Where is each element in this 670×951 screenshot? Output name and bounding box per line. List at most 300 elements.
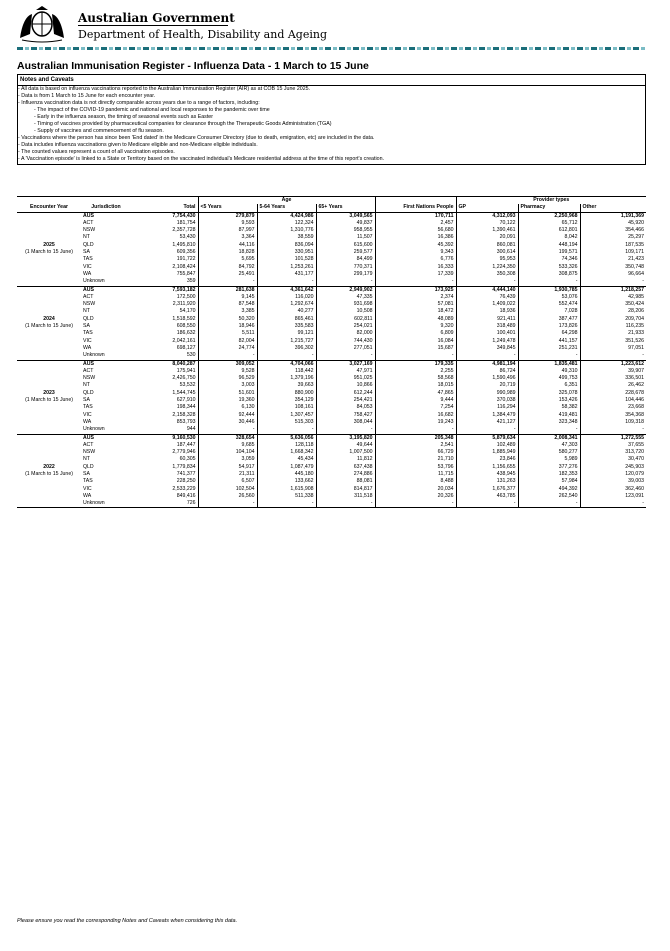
group-header-row [17, 197, 646, 205]
value-cell-under-5: 102,504 [198, 486, 257, 493]
value-cell-gp: - [456, 426, 518, 434]
notes-box [17, 74, 646, 165]
jurisdiction-cell: SA [83, 323, 90, 330]
jurisdiction-cell: NSW [83, 301, 96, 308]
note-item: - The impact of the COVID-19 pandemic and national and local responses to the pandemic over time [34, 107, 270, 114]
value-cell-gp: 116,294 [456, 404, 518, 411]
value-cell-65-plus: 1,007,500 [316, 449, 375, 456]
value-cell-65-plus: 11,812 [316, 456, 375, 463]
value-cell-5-64: 4,361,642 [257, 286, 316, 294]
value-cell-total: 741,377 [176, 470, 196, 477]
value-cell-under-5: 44,116 [198, 242, 257, 249]
value-cell-under-5: 51,601 [198, 390, 257, 397]
value-cell-65-plus: 82,000 [316, 330, 375, 337]
value-cell-under-5: 309,052 [198, 360, 257, 368]
value-cell-5-64: 128,118 [257, 442, 316, 449]
table-row [17, 227, 646, 234]
table-row [17, 471, 646, 478]
value-cell-pharmacy: 2,250,968 [518, 212, 580, 220]
encounter-year-cell [17, 212, 81, 286]
table-row [17, 486, 646, 493]
value-cell-under-5: 18,828 [198, 249, 257, 256]
value-cell-other: 26,462 [580, 382, 646, 389]
value-cell-first-nations: 56,680 [375, 227, 456, 234]
value-cell-pharmacy: 448,194 [518, 242, 580, 249]
value-cell-first-nations: 48,089 [375, 316, 456, 323]
value-cell-total: 2,158,328 [172, 411, 196, 418]
table-row [17, 500, 646, 508]
value-cell-first-nations: 15,687 [375, 345, 456, 352]
value-cell-65-plus: 88,081 [316, 478, 375, 485]
jurisdiction-cell: SA [83, 470, 90, 477]
table-row [17, 456, 646, 463]
table-row [17, 249, 646, 256]
value-cell-65-plus: 931,698 [316, 301, 375, 308]
value-cell-pharmacy: 6,351 [518, 382, 580, 389]
table-row [17, 271, 646, 278]
table-row [17, 449, 646, 456]
table-row [17, 442, 646, 449]
value-cell-under-5: 50,320 [198, 316, 257, 323]
value-cell-pharmacy: 580,277 [518, 449, 580, 456]
value-cell-other: 37,655 [580, 442, 646, 449]
value-cell-pharmacy: 182,353 [518, 471, 580, 478]
jurisdiction-cell: TAS [83, 330, 93, 337]
value-cell-other: - [580, 426, 646, 434]
value-cell-under-5: 87,548 [198, 301, 257, 308]
value-cell-65-plus: 770,371 [316, 264, 375, 271]
table-row [17, 234, 646, 241]
value-cell-65-plus: 744,430 [316, 338, 375, 345]
value-cell-other: 1,191,369 [580, 212, 646, 220]
value-cell-65-plus: 49,644 [316, 442, 375, 449]
value-cell-65-plus: 274,886 [316, 471, 375, 478]
value-cell-gp: 1,676,377 [456, 486, 518, 493]
value-cell-5-64: 5,636,056 [257, 434, 316, 442]
table-row [17, 345, 646, 352]
value-cell-under-5: 92,444 [198, 412, 257, 419]
value-cell-5-64: 122,324 [257, 220, 316, 227]
value-cell-65-plus: 637,438 [316, 464, 375, 471]
value-cell-other: 1,218,257 [580, 286, 646, 294]
value-cell-total: 1,495,810 [172, 241, 196, 248]
jurisdiction-cell: QLD [83, 315, 94, 322]
value-cell-gp: 4,312,093 [456, 212, 518, 220]
value-cell-total: 2,042,161 [172, 337, 196, 344]
value-cell-65-plus: - [316, 352, 375, 360]
table-row [17, 360, 646, 368]
value-cell-other: 39,003 [580, 478, 646, 485]
jurisdiction-cell: ACT [83, 441, 94, 448]
value-cell-first-nations: 20,034 [375, 486, 456, 493]
value-cell-total: 530 [186, 352, 196, 359]
value-cell-5-64: - [257, 352, 316, 360]
value-cell-5-64: 4,704,066 [257, 360, 316, 368]
value-cell-first-nations: 7,254 [375, 404, 456, 411]
value-cell-gp: - [456, 278, 518, 286]
value-cell-pharmacy: 49,310 [518, 368, 580, 375]
value-cell-65-plus: 3,195,820 [316, 434, 375, 442]
value-cell-first-nations: 18,472 [375, 308, 456, 315]
value-cell-total: 9,160,530 [172, 434, 196, 441]
value-cell-5-64: - [257, 278, 316, 286]
value-cell-5-64: 335,583 [257, 323, 316, 330]
value-cell-65-plus: 3,027,169 [316, 360, 375, 368]
value-cell-first-nations: 16,386 [375, 234, 456, 241]
value-cell-pharmacy: 8,042 [518, 234, 580, 241]
value-cell-other: - [580, 500, 646, 508]
value-cell-pharmacy: 1,930,785 [518, 286, 580, 294]
value-cell-65-plus: 308,044 [316, 419, 375, 426]
value-cell-5-64: 1,379,196 [257, 375, 316, 382]
value-cell-total: 2,108,424 [172, 263, 196, 270]
value-cell-total: 7,754,430 [172, 212, 196, 219]
provider-group-header: Provider types [456, 197, 646, 205]
jurisdiction-cell: Unknown [83, 352, 105, 359]
value-cell-gp: 70,122 [456, 220, 518, 227]
value-cell-65-plus: 2,949,902 [316, 286, 375, 294]
coat-of-arms-icon [12, 4, 72, 44]
value-cell-total: 698,127 [176, 344, 196, 351]
table-row [17, 390, 646, 397]
value-cell-pharmacy: 377,276 [518, 464, 580, 471]
value-cell-under-5: 281,638 [198, 286, 257, 294]
value-cell-total: 198,344 [176, 404, 196, 411]
table-body [17, 212, 646, 508]
table-row [17, 308, 646, 315]
value-cell-5-64: 1,292,674 [257, 301, 316, 308]
value-cell-5-64: 354,129 [257, 397, 316, 404]
year-range-label: (1 March to 15 June) [25, 249, 73, 256]
value-cell-other: - [580, 278, 646, 286]
value-cell-other: 362,460 [580, 486, 646, 493]
value-cell-first-nations: 9,320 [375, 323, 456, 330]
table-row [17, 434, 646, 442]
value-cell-under-5: 279,879 [198, 212, 257, 220]
jurisdiction-cell: VIC [83, 337, 92, 344]
jurisdiction-cell: NT [83, 234, 90, 241]
value-cell-under-5: 3,385 [198, 308, 257, 315]
value-cell-total: 228,250 [176, 478, 196, 485]
value-cell-5-64: 1,668,342 [257, 449, 316, 456]
jurisdiction-cell: VIC [83, 263, 92, 270]
value-cell-first-nations: 45,392 [375, 242, 456, 249]
value-cell-gp: 95,953 [456, 256, 518, 263]
footer-note: Please ensure you read the corresponding Notes and Caveats when considering this data. [17, 918, 238, 924]
value-cell-other: 39,907 [580, 368, 646, 375]
value-cell-under-5: 6,130 [198, 404, 257, 411]
value-cell-first-nations: 66,729 [375, 449, 456, 456]
value-cell-5-64: 445,180 [257, 471, 316, 478]
value-cell-first-nations: - [375, 352, 456, 360]
value-cell-total: 7,593,182 [172, 286, 196, 293]
value-cell-gp: 4,444,140 [456, 286, 518, 294]
jurisdiction-cell: WA [83, 270, 92, 277]
jurisdiction-cell: ACT [83, 293, 94, 300]
value-cell-5-64: 1,215,727 [257, 338, 316, 345]
table-row [17, 301, 646, 308]
value-cell-gp: 349,845 [456, 345, 518, 352]
value-cell-gp: 1,390,461 [456, 227, 518, 234]
value-cell-pharmacy: - [518, 426, 580, 434]
value-cell-under-5: 21,311 [198, 471, 257, 478]
value-cell-under-5: 26,560 [198, 493, 257, 500]
value-cell-first-nations: 170,711 [375, 212, 456, 220]
value-cell-first-nations: 20,326 [375, 493, 456, 500]
value-cell-first-nations: 2,374 [375, 294, 456, 301]
value-cell-gp: 1,885,949 [456, 449, 518, 456]
table-row [17, 323, 646, 330]
data-table [17, 196, 646, 508]
value-cell-pharmacy: 387,477 [518, 316, 580, 323]
jurisdiction-cell: VIC [83, 485, 92, 492]
value-cell-total: 60,305 [179, 456, 196, 463]
value-cell-pharmacy: 53,076 [518, 294, 580, 301]
value-cell-pharmacy: 262,540 [518, 493, 580, 500]
value-cell-pharmacy: 533,326 [518, 264, 580, 271]
value-cell-65-plus: 951,025 [316, 375, 375, 382]
value-cell-gp: 921,411 [456, 316, 518, 323]
table-row [17, 493, 646, 500]
value-cell-pharmacy: - [518, 352, 580, 360]
value-cell-total: 2,311,920 [172, 301, 196, 308]
value-cell-first-nations: 58,568 [375, 375, 456, 382]
value-cell-5-64: 1,307,457 [257, 412, 316, 419]
table-row [17, 286, 646, 294]
value-cell-under-5: 6,507 [198, 478, 257, 485]
note-item: - Vaccinations where the person has since been 'End dated' in the Medicare Consumer Directory (due to death, emigration, etc) are included in the data. [18, 135, 375, 142]
value-cell-gp: 20,091 [456, 234, 518, 241]
value-cell-65-plus: 814,817 [316, 486, 375, 493]
value-cell-under-5: 82,004 [198, 338, 257, 345]
jurisdiction-cell: ACT [83, 367, 94, 374]
year-label: 2022 [43, 463, 55, 470]
value-cell-other: 21,933 [580, 330, 646, 337]
value-cell-pharmacy: 499,753 [518, 375, 580, 382]
value-cell-65-plus: 612,244 [316, 390, 375, 397]
table-row [17, 294, 646, 301]
value-cell-pharmacy: 7,028 [518, 308, 580, 315]
column-header-row [17, 204, 646, 212]
value-cell-first-nations: 205,348 [375, 434, 456, 442]
value-cell-other: 25,297 [580, 234, 646, 241]
value-cell-total: 53,532 [179, 382, 196, 389]
value-cell-5-64: 865,461 [257, 316, 316, 323]
table-row [17, 382, 646, 389]
value-cell-other: 354,466 [580, 227, 646, 234]
value-cell-65-plus: 254,421 [316, 397, 375, 404]
value-cell-pharmacy: 5,989 [518, 456, 580, 463]
value-cell-65-plus: 47,335 [316, 294, 375, 301]
value-cell-65-plus: 311,518 [316, 493, 375, 500]
value-cell-other: 30,470 [580, 456, 646, 463]
value-cell-5-64: 836,094 [257, 242, 316, 249]
value-cell-total: 175,941 [176, 367, 196, 374]
value-cell-pharmacy: - [518, 500, 580, 508]
value-cell-gp: 860,081 [456, 242, 518, 249]
value-cell-total: 1,518,592 [172, 315, 196, 322]
value-cell-pharmacy: 65,712 [518, 220, 580, 227]
value-cell-pharmacy: 74,346 [518, 256, 580, 263]
jurisdiction-cell: NSW [83, 449, 96, 456]
value-cell-first-nations: 2,457 [375, 220, 456, 227]
value-cell-65-plus: - [316, 500, 375, 508]
value-cell-total: 944 [186, 426, 196, 433]
value-cell-gp: 350,308 [456, 271, 518, 278]
value-cell-other: 97,051 [580, 345, 646, 352]
value-cell-other: 336,501 [580, 375, 646, 382]
value-cell-5-64: 116,020 [257, 294, 316, 301]
table-row [17, 464, 646, 471]
value-cell-under-5: 19,360 [198, 397, 257, 404]
table-row [17, 212, 646, 220]
value-cell-5-64: 40,277 [257, 308, 316, 315]
value-cell-first-nations: 173,925 [375, 286, 456, 294]
jurisdiction-cell: TAS [83, 404, 93, 411]
value-cell-gp: 20,719 [456, 382, 518, 389]
jurisdiction-cell: NT [83, 308, 90, 315]
year-label: 2023 [43, 389, 55, 396]
value-cell-first-nations: 21,710 [375, 456, 456, 463]
note-item: - A 'Vaccination episode' is linked to a State or Territory based on the vaccinated individual's Medicare residential address at the time of this report's creation. [18, 156, 384, 163]
jurisdiction-cell: QLD [83, 389, 94, 396]
value-cell-5-64: 1,253,261 [257, 264, 316, 271]
value-cell-first-nations: 16,333 [375, 264, 456, 271]
col-header-5-64: 5-64 Years [257, 204, 316, 212]
value-cell-under-5: 24,774 [198, 345, 257, 352]
value-cell-first-nations: 16,084 [375, 338, 456, 345]
value-cell-gp: 100,401 [456, 330, 518, 337]
jurisdiction-cell: WA [83, 344, 92, 351]
value-cell-first-nations: 2,541 [375, 442, 456, 449]
table-row [17, 397, 646, 404]
value-cell-5-64: 330,951 [257, 249, 316, 256]
year-label: 2024 [43, 315, 55, 322]
notes-heading: Notes and Caveats [18, 75, 645, 86]
value-cell-total: 608,550 [176, 323, 196, 330]
table-row [17, 220, 646, 227]
jurisdiction-cell: Unknown [83, 426, 105, 433]
encounter-year-cell [17, 434, 81, 508]
col-header-65-plus: 65+ Years [316, 204, 375, 212]
value-cell-5-64: 101,528 [257, 256, 316, 263]
value-cell-total: 172,500 [176, 293, 196, 300]
value-cell-under-5: - [198, 352, 257, 360]
value-cell-5-64: 39,663 [257, 382, 316, 389]
value-cell-pharmacy: 419,481 [518, 412, 580, 419]
jurisdiction-cell: Unknown [83, 500, 105, 507]
value-cell-gp: 300,614 [456, 249, 518, 256]
value-cell-other: 28,206 [580, 308, 646, 315]
value-cell-gp: 990,989 [456, 390, 518, 397]
value-cell-first-nations: 17,339 [375, 271, 456, 278]
table-row [17, 264, 646, 271]
year-label: 2025 [43, 241, 55, 248]
note-item: - Supply of vaccines and commencement of flu season. [34, 128, 164, 135]
value-cell-5-64: - [257, 426, 316, 434]
value-cell-first-nations: 16,682 [375, 412, 456, 419]
department-name: Department of Health, Disability and Ageing [78, 28, 328, 41]
value-cell-other: - [580, 352, 646, 360]
value-cell-under-5: 54,917 [198, 464, 257, 471]
jurisdiction-cell: SA [83, 397, 90, 404]
table-row [17, 330, 646, 337]
col-header-other: Other [580, 204, 646, 212]
value-cell-other: 21,423 [580, 256, 646, 263]
value-cell-first-nations: - [375, 426, 456, 434]
value-cell-first-nations: 18,015 [375, 382, 456, 389]
value-cell-other: 1,223,612 [580, 360, 646, 368]
value-cell-65-plus: 10,866 [316, 382, 375, 389]
value-cell-other: 42,985 [580, 294, 646, 301]
value-cell-other: 109,318 [580, 419, 646, 426]
value-cell-pharmacy: 173,826 [518, 323, 580, 330]
value-cell-under-5: 9,528 [198, 368, 257, 375]
value-cell-gp: 318,489 [456, 323, 518, 330]
value-cell-gp: 1,156,655 [456, 464, 518, 471]
value-cell-total: 2,357,728 [172, 227, 196, 234]
value-cell-under-5: 5,695 [198, 256, 257, 263]
value-cell-65-plus: 84,053 [316, 404, 375, 411]
col-header-jurisdiction: Jurisdiction [81, 204, 131, 212]
value-cell-65-plus: 11,507 [316, 234, 375, 241]
value-cell-65-plus: - [316, 426, 375, 434]
table-row [17, 412, 646, 419]
value-cell-5-64: 133,662 [257, 478, 316, 485]
value-cell-under-5: 9,593 [198, 220, 257, 227]
value-cell-first-nations: 53,796 [375, 464, 456, 471]
value-cell-first-nations: 47,865 [375, 390, 456, 397]
jurisdiction-cell: TAS [83, 478, 93, 485]
value-cell-5-64: 396,302 [257, 345, 316, 352]
value-cell-first-nations: - [375, 278, 456, 286]
value-cell-under-5: 9,685 [198, 442, 257, 449]
value-cell-gp: 1,384,479 [456, 412, 518, 419]
jurisdiction-cell: Unknown [83, 278, 105, 285]
age-group-header: Age [198, 197, 375, 205]
value-cell-other: 354,368 [580, 412, 646, 419]
value-cell-gp: 1,224,350 [456, 264, 518, 271]
value-cell-total: 8,040,287 [172, 360, 196, 367]
value-cell-under-5: - [198, 426, 257, 434]
value-cell-gp: 76,439 [456, 294, 518, 301]
note-item: - Data is from 1 March to 15 June for each encounter year. [18, 93, 156, 100]
value-cell-65-plus: 615,600 [316, 242, 375, 249]
value-cell-first-nations: - [375, 500, 456, 508]
jurisdiction-cell: VIC [83, 411, 92, 418]
value-cell-5-64: 515,303 [257, 419, 316, 426]
value-cell-other: 123,091 [580, 493, 646, 500]
jurisdiction-cell: QLD [83, 463, 94, 470]
value-cell-pharmacy: 612,801 [518, 227, 580, 234]
value-cell-first-nations: 57,081 [375, 301, 456, 308]
value-cell-under-5: 25,491 [198, 271, 257, 278]
value-cell-gp: 86,724 [456, 368, 518, 375]
value-cell-other: 350,424 [580, 301, 646, 308]
value-cell-gp: 463,785 [456, 493, 518, 500]
value-cell-65-plus: - [316, 278, 375, 286]
value-cell-first-nations: 2,255 [375, 368, 456, 375]
table-row [17, 426, 646, 434]
value-cell-gp: 18,936 [456, 308, 518, 315]
value-cell-other: 187,535 [580, 242, 646, 249]
jurisdiction-cell: QLD [83, 241, 94, 248]
encounter-year-cell [17, 360, 81, 434]
col-header-under-5: <5 Years [198, 204, 257, 212]
value-cell-total: 54,170 [179, 308, 196, 315]
jurisdiction-cell: SA [83, 249, 90, 256]
value-cell-under-5: 30,446 [198, 419, 257, 426]
